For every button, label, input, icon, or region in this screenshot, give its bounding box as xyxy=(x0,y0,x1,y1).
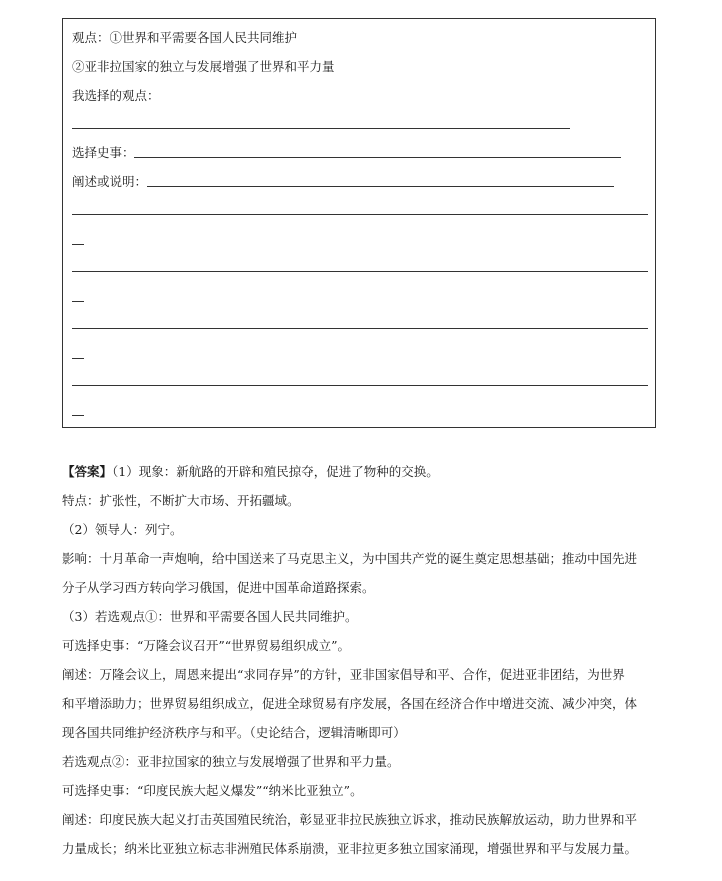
blank-line-3[interactable] xyxy=(72,328,648,329)
blank-line-2-tail xyxy=(72,301,84,302)
answer-line-6: （3）若选观点①：世界和平需要各国人民共同维护。 xyxy=(62,609,358,624)
explain-blank-line[interactable] xyxy=(147,186,614,187)
answer-line-10: 现各国共同维护经济秩序与和平。（史论结合，逻辑清晰即可） xyxy=(62,725,406,740)
answer-line-5: 分子从学习西方转向学习俄国，促进中国革命道路探索。 xyxy=(62,580,375,595)
answer-line-4: 影响：十月革命一声炮响，给中国送来了马克思主义，为中国共产党的诞生奠定思想基础；推动中国先进 xyxy=(62,551,638,566)
blank-line-3-tail xyxy=(72,358,84,359)
answer-box xyxy=(62,18,656,428)
answer-line-9: 和平增添助力；世界贸易组织成立，促进全球贸易有序发展，各国在经济合作中增进交流、减少冲突，体 xyxy=(62,696,638,711)
answer-line-1 xyxy=(62,464,439,480)
history-label: 选择史事： xyxy=(72,145,135,160)
answer-line-3: （2）领导人：列宁。 xyxy=(62,522,183,537)
answer-line-11: 若选观点②：亚非拉国家的独立与发展增强了世界和平力量。 xyxy=(62,754,400,769)
answer-line-8: 阐述：万隆会议上，周恩来提出“求同存异”的方针，亚非国家倡导和平、合作，促进亚非团结，为世界 xyxy=(62,667,625,682)
history-blank-line[interactable] xyxy=(134,157,621,158)
viewpoint-2: ②亚非拉国家的独立与发展增强了世界和平力量 xyxy=(72,59,335,74)
blank-line-2[interactable] xyxy=(72,271,648,272)
my-choice-label: 我选择的观点： xyxy=(72,88,160,103)
blank-line-4-tail xyxy=(72,415,84,416)
answer-line-14: 力量成长；纳米比亚独立标志非洲殖民体系崩溃，亚非拉更多独立国家涌现，增强世界和平与发展力量。 xyxy=(62,841,638,856)
blank-line-4[interactable] xyxy=(72,385,648,386)
viewpoint-1: 观点：①世界和平需要各国人民共同维护 xyxy=(72,30,298,45)
answer-line-12: 可选择史事：“印度民族大起义爆发”“纳米比亚独立”。 xyxy=(62,783,363,798)
answer-line-7: 可选择史事：“万隆会议召开”“世界贸易组织成立”。 xyxy=(62,638,351,653)
answer-line-1-text: （1）现象：新航路的开辟和殖民掠夺，促进了物种的交换。 xyxy=(112,464,439,479)
blank-line-1[interactable] xyxy=(72,214,648,215)
blank-line-1-tail xyxy=(72,244,84,245)
explain-label: 阐述或说明： xyxy=(72,174,148,189)
choice-blank-line[interactable] xyxy=(72,128,570,129)
answer-label: 【答案】 xyxy=(62,464,113,479)
answer-line-13: 阐述：印度民族大起义打击英国殖民统治，彰显亚非拉民族独立诉求，推动民族解放运动，助力世界和平 xyxy=(62,812,638,827)
answer-line-2: 特点：扩张性，不断扩大市场、开拓疆域。 xyxy=(62,493,300,508)
